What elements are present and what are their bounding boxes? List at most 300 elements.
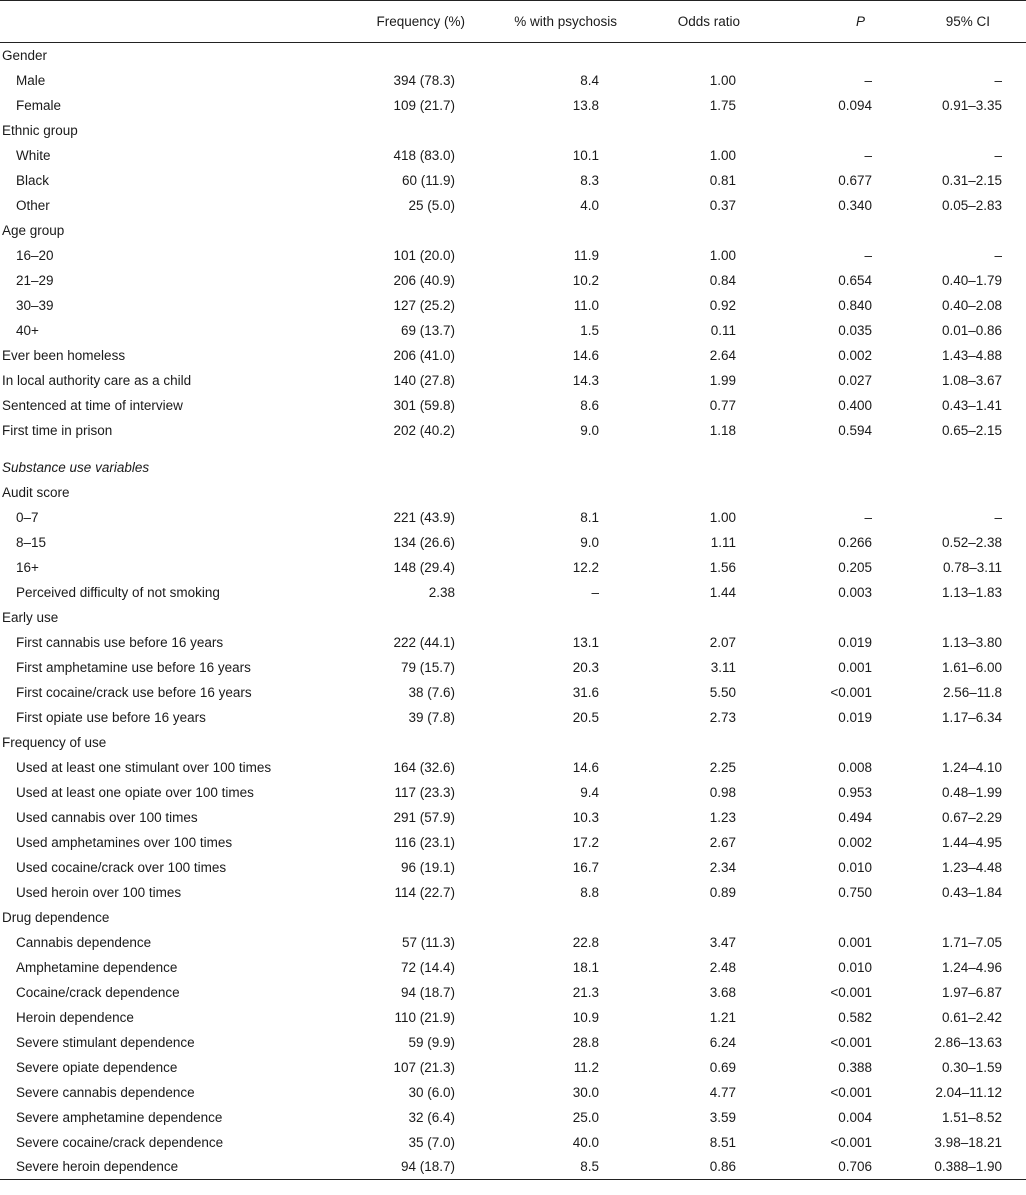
- psychosis-pct-cell: 28.8: [572, 1034, 599, 1050]
- empty-cell: [491, 730, 647, 755]
- odds-ratio-cell: 2.07: [709, 634, 736, 650]
- table-row: [0, 505, 1026, 530]
- table-row: [0, 168, 1026, 193]
- table-row: [0, 1155, 1026, 1180]
- empty-cell: [365, 605, 491, 630]
- category-label: Early use: [2, 609, 59, 625]
- row-label: Used at least one stimulant over 100 times: [16, 759, 272, 775]
- odds-ratio-cell: 0.37: [709, 197, 736, 213]
- p-value-cell: 0.840: [838, 297, 872, 313]
- table-row: [0, 68, 1026, 93]
- frequency-cell: 206 (41.0): [393, 347, 455, 363]
- table-row: [0, 343, 1026, 368]
- row-label: Severe stimulant dependence: [16, 1034, 195, 1050]
- ci-cell: 1.08–3.67: [941, 372, 1002, 388]
- p-value-cell: 0.019: [838, 634, 872, 650]
- empty-cell: [491, 480, 647, 505]
- row-label: 8–15: [16, 534, 47, 550]
- odds-ratio-cell: 1.18: [709, 422, 736, 438]
- empty-cell: [491, 455, 647, 480]
- table-row: [0, 293, 1026, 318]
- ci-cell: 2.86–13.63: [934, 1034, 1002, 1050]
- psychosis-pct-cell: 9.0: [580, 422, 599, 438]
- odds-ratio-cell: 0.77: [709, 397, 736, 413]
- category-row: [0, 218, 1026, 243]
- empty-cell: [774, 605, 896, 630]
- header-ci: 95% CI: [896, 1, 1026, 43]
- spacer-row: [0, 443, 1026, 455]
- p-value-cell: 0.400: [838, 397, 872, 413]
- odds-ratio-cell: 2.67: [709, 834, 736, 850]
- ci-cell: –: [994, 72, 1002, 88]
- table-row: [0, 393, 1026, 418]
- empty-cell: [647, 455, 774, 480]
- empty-cell: [896, 905, 1026, 930]
- ci-cell: 0.43–1.41: [941, 397, 1002, 413]
- row-label: White: [16, 147, 51, 163]
- table-row: [0, 930, 1026, 955]
- category-label: Frequency of use: [2, 734, 107, 750]
- ci-cell: 1.71–7.05: [941, 934, 1002, 950]
- category-row: [0, 455, 1026, 480]
- ci-cell: 3.98–18.21: [934, 1134, 1002, 1150]
- odds-ratio-cell: 0.11: [710, 322, 736, 338]
- psychosis-pct-cell: 11.2: [573, 1059, 599, 1075]
- psychosis-pct-cell: 10.3: [572, 809, 599, 825]
- ci-cell: 0.67–2.29: [941, 809, 1002, 825]
- empty-cell: [647, 118, 774, 143]
- p-value-cell: 0.004: [838, 1109, 872, 1125]
- empty-cell: [774, 43, 896, 68]
- row-label: Severe amphetamine dependence: [16, 1109, 223, 1125]
- frequency-cell: 30 (6.0): [408, 1084, 455, 1100]
- psychosis-pct-cell: 8.3: [580, 172, 599, 188]
- psychosis-pct-cell: 9.0: [580, 534, 599, 550]
- row-label: First opiate use before 16 years: [16, 709, 206, 725]
- empty-cell: [896, 218, 1026, 243]
- p-value-cell: <0.001: [830, 984, 872, 1000]
- frequency-cell: 2.38: [428, 584, 455, 600]
- ci-cell: 1.44–4.95: [941, 834, 1002, 850]
- p-value-cell: 0.654: [838, 272, 872, 288]
- empty-cell: [896, 455, 1026, 480]
- frequency-cell: 291 (57.9): [393, 809, 455, 825]
- category-label: Drug dependence: [2, 909, 110, 925]
- empty-cell: [647, 730, 774, 755]
- frequency-cell: 221 (43.9): [393, 509, 455, 525]
- category-row: [0, 905, 1026, 930]
- psychosis-pct-cell: 16.7: [572, 859, 599, 875]
- psychosis-pct-cell: 31.6: [572, 684, 599, 700]
- category-label: Gender: [2, 47, 48, 63]
- p-value-cell: 0.001: [838, 659, 872, 675]
- frequency-cell: 25 (5.0): [408, 197, 455, 213]
- row-label: Used cocaine/crack over 100 times: [16, 859, 227, 875]
- psychosis-pct-cell: 25.0: [572, 1109, 599, 1125]
- frequency-cell: 59 (9.9): [408, 1034, 455, 1050]
- table-row: [0, 955, 1026, 980]
- odds-ratio-cell: 1.00: [709, 147, 736, 163]
- p-value-cell: –: [864, 72, 872, 88]
- odds-ratio-cell: 0.69: [709, 1059, 736, 1075]
- row-label: Cannabis dependence: [16, 934, 152, 950]
- frequency-cell: 127 (25.2): [393, 297, 455, 313]
- odds-ratio-cell: 2.25: [709, 759, 736, 775]
- table-row: [0, 580, 1026, 605]
- empty-cell: [491, 218, 647, 243]
- odds-ratio-cell: 1.99: [709, 372, 736, 388]
- p-value-cell: –: [864, 509, 872, 525]
- psychosis-pct-cell: 10.2: [572, 272, 599, 288]
- table-row: [0, 268, 1026, 293]
- table-row: [0, 530, 1026, 555]
- table-row: [0, 1030, 1026, 1055]
- row-label: First cocaine/crack use before 16 years: [16, 684, 252, 700]
- table-row: [0, 318, 1026, 343]
- ci-cell: 0.05–2.83: [941, 197, 1002, 213]
- odds-ratio-cell: 5.50: [709, 684, 736, 700]
- psychosis-pct-cell: 20.5: [572, 709, 599, 725]
- ci-cell: 0.52–2.38: [941, 534, 1002, 550]
- odds-ratio-cell: 3.11: [710, 659, 736, 675]
- row-label: Used at least one opiate over 100 times: [16, 784, 254, 800]
- p-value-cell: 0.494: [838, 809, 872, 825]
- psychosis-pct-cell: 10.9: [572, 1009, 599, 1025]
- row-label: Ever been homeless: [2, 347, 126, 363]
- header-p-value: P: [774, 1, 896, 43]
- frequency-cell: 148 (29.4): [393, 559, 455, 575]
- row-label: 40+: [16, 322, 39, 338]
- odds-ratio-cell: 0.89: [709, 884, 736, 900]
- p-value-cell: 0.010: [838, 859, 872, 875]
- frequency-cell: 140 (27.8): [393, 372, 455, 388]
- p-value-cell: 0.003: [838, 584, 872, 600]
- empty-cell: [365, 455, 491, 480]
- header-variable: [0, 1, 365, 43]
- row-label: Male: [16, 72, 46, 88]
- odds-ratio-cell: 1.75: [709, 97, 736, 113]
- table-row: [0, 1080, 1026, 1105]
- frequency-cell: 94 (18.7): [365, 1155, 491, 1180]
- p-value-cell: 0.010: [838, 959, 872, 975]
- odds-ratio-cell: 1.21: [709, 1009, 736, 1025]
- psychosis-pct-cell: 30.0: [572, 1084, 599, 1100]
- row-label: Severe heroin dependence: [0, 1155, 365, 1180]
- empty-cell: [491, 43, 647, 68]
- ci-cell: 0.91–3.35: [941, 97, 1002, 113]
- p-value-cell: 0.677: [838, 172, 872, 188]
- ci-cell: 1.13–3.80: [941, 634, 1002, 650]
- empty-cell: [896, 605, 1026, 630]
- table-row: [0, 1055, 1026, 1080]
- empty-cell: [774, 455, 896, 480]
- table-row: [0, 805, 1026, 830]
- ci-cell: 0.388–1.90: [896, 1155, 1026, 1180]
- ci-cell: 1.24–4.10: [941, 759, 1002, 775]
- p-value-cell: 0.388: [838, 1059, 872, 1075]
- p-value-cell: <0.001: [830, 684, 872, 700]
- ci-cell: 0.48–1.99: [941, 784, 1002, 800]
- frequency-cell: 79 (15.7): [400, 659, 455, 675]
- header-row: [0, 1, 1026, 43]
- row-label: Other: [16, 197, 50, 213]
- ci-cell: 0.43–1.84: [941, 884, 1002, 900]
- table-row: [0, 780, 1026, 805]
- ci-cell: 0.40–2.08: [941, 297, 1002, 313]
- ci-cell: 0.78–3.11: [942, 559, 1002, 575]
- empty-cell: [896, 43, 1026, 68]
- odds-ratio-cell: 1.00: [709, 509, 736, 525]
- table-row: [0, 755, 1026, 780]
- row-label: Severe cocaine/crack dependence: [16, 1134, 224, 1150]
- ci-cell: 1.13–1.83: [941, 584, 1002, 600]
- frequency-cell: 39 (7.8): [408, 709, 455, 725]
- frequency-cell: 69 (13.7): [400, 322, 455, 338]
- psychosis-pct-cell: 9.4: [580, 784, 599, 800]
- psychosis-pct-cell: 13.8: [572, 97, 599, 113]
- ci-cell: –: [994, 147, 1002, 163]
- table-row: [0, 1105, 1026, 1130]
- header-pct-psychosis: % with psychosis: [491, 1, 647, 43]
- table-row: [0, 705, 1026, 730]
- table-body: [0, 43, 1026, 1180]
- ci-cell: –: [994, 247, 1002, 263]
- row-label: First cannabis use before 16 years: [16, 634, 224, 650]
- psychosis-pct-cell: 10.1: [572, 147, 599, 163]
- table-row: [0, 93, 1026, 118]
- ci-cell: 0.30–1.59: [941, 1059, 1002, 1075]
- ci-cell: –: [994, 509, 1002, 525]
- p-value-cell: 0.019: [838, 709, 872, 725]
- p-value-cell: 0.706: [774, 1155, 896, 1180]
- frequency-cell: 202 (40.2): [393, 422, 455, 438]
- row-label: In local authority care as a child: [2, 372, 192, 388]
- frequency-cell: 101 (20.0): [393, 247, 455, 263]
- psychosis-pct-cell: 8.6: [580, 397, 599, 413]
- odds-ratio-cell: 0.81: [709, 172, 736, 188]
- ci-cell: 1.23–4.48: [941, 859, 1002, 875]
- ci-cell: 1.61–6.00: [941, 659, 1002, 675]
- row-label: Cocaine/crack dependence: [16, 984, 180, 1000]
- p-value-cell: 0.002: [838, 347, 872, 363]
- odds-ratio-cell: 0.86: [647, 1155, 774, 1180]
- row-label: Used cannabis over 100 times: [16, 809, 198, 825]
- empty-cell: [774, 905, 896, 930]
- row-label: Female: [16, 97, 62, 113]
- category-row: [0, 730, 1026, 755]
- odds-ratio-cell: 2.73: [709, 709, 736, 725]
- empty-cell: [365, 905, 491, 930]
- empty-cell: [774, 218, 896, 243]
- row-label: 30–39: [16, 297, 54, 313]
- row-label: First amphetamine use before 16 years: [16, 659, 251, 675]
- odds-ratio-cell: 8.51: [709, 1134, 736, 1150]
- empty-cell: [365, 480, 491, 505]
- empty-cell: [491, 118, 647, 143]
- odds-ratio-cell: 2.64: [709, 347, 736, 363]
- frequency-cell: 35 (7.0): [408, 1134, 455, 1150]
- psychosis-pct-cell: 1.5: [580, 322, 599, 338]
- frequency-cell: 394 (78.3): [393, 72, 455, 88]
- empty-cell: [774, 118, 896, 143]
- empty-cell: [647, 905, 774, 930]
- header-frequency: Frequency (%): [365, 1, 491, 43]
- frequency-cell: 117 (23.3): [394, 784, 455, 800]
- ci-cell: 0.65–2.15: [941, 422, 1002, 438]
- empty-cell: [365, 730, 491, 755]
- table-row: [0, 418, 1026, 443]
- frequency-cell: 418 (83.0): [393, 147, 455, 163]
- psychosis-pct-cell: 40.0: [572, 1134, 599, 1150]
- table-row: [0, 980, 1026, 1005]
- frequency-cell: 57 (11.3): [401, 934, 455, 950]
- row-label: Black: [16, 172, 50, 188]
- psychosis-pct-cell: 12.2: [572, 559, 599, 575]
- spacer-cell: [0, 443, 1026, 455]
- p-value-cell: 0.035: [838, 322, 872, 338]
- p-value-cell: 0.002: [838, 834, 872, 850]
- ci-cell: 0.01–0.86: [941, 322, 1002, 338]
- odds-ratio-cell: 2.34: [709, 859, 736, 875]
- odds-ratio-cell: 2.48: [709, 959, 736, 975]
- odds-ratio-cell: 1.44: [709, 584, 736, 600]
- row-label: Perceived difficulty of not smoking: [16, 584, 220, 600]
- ci-cell: 0.40–1.79: [941, 272, 1002, 288]
- table-row: [0, 630, 1026, 655]
- ci-cell: 1.43–4.88: [941, 347, 1002, 363]
- empty-cell: [365, 218, 491, 243]
- empty-cell: [647, 218, 774, 243]
- odds-ratio-cell: 3.59: [709, 1109, 736, 1125]
- table-row: [0, 880, 1026, 905]
- p-value-cell: 0.340: [838, 197, 872, 213]
- table-row: [0, 1130, 1026, 1155]
- frequency-cell: 164 (32.6): [393, 759, 455, 775]
- empty-cell: [896, 480, 1026, 505]
- table-row: [0, 143, 1026, 168]
- table-row: [0, 193, 1026, 218]
- p-value-cell: 0.582: [838, 1009, 872, 1025]
- psychosis-pct-cell: 20.3: [572, 659, 599, 675]
- frequency-cell: 32 (6.4): [408, 1109, 455, 1125]
- category-row: [0, 480, 1026, 505]
- psychosis-pct-cell: 11.0: [573, 297, 599, 313]
- odds-ratio-cell: 1.56: [709, 559, 736, 575]
- empty-cell: [647, 43, 774, 68]
- odds-ratio-cell: 1.23: [709, 809, 736, 825]
- ci-cell: 1.24–4.96: [941, 959, 1002, 975]
- ci-cell: 2.56–11.8: [942, 684, 1002, 700]
- odds-ratio-cell: 1.11: [710, 534, 736, 550]
- frequency-cell: 94 (18.7): [400, 984, 455, 1000]
- psychosis-pct-cell: 14.6: [572, 759, 599, 775]
- frequency-cell: 301 (59.8): [393, 397, 455, 413]
- odds-ratio-cell: 0.84: [709, 272, 736, 288]
- p-value-cell: 0.953: [838, 784, 872, 800]
- frequency-cell: 60 (11.9): [401, 172, 455, 188]
- category-label: Age group: [2, 222, 65, 238]
- row-label: 16–20: [16, 247, 54, 263]
- empty-cell: [365, 43, 491, 68]
- empty-cell: [491, 905, 647, 930]
- frequency-cell: 206 (40.9): [393, 272, 455, 288]
- frequency-cell: 110 (21.9): [394, 1009, 455, 1025]
- frequency-cell: 107 (21.3): [393, 1059, 455, 1075]
- category-row: [0, 118, 1026, 143]
- odds-ratio-cell: 0.92: [709, 297, 736, 313]
- p-value-cell: 0.266: [838, 534, 872, 550]
- psychosis-pct-cell: 14.3: [572, 372, 599, 388]
- p-value-cell: <0.001: [830, 1084, 872, 1100]
- p-value-cell: 0.027: [838, 372, 872, 388]
- psychosis-pct-cell: 8.8: [580, 884, 599, 900]
- odds-ratio-cell: 3.47: [709, 934, 736, 950]
- p-value-cell: 0.008: [838, 759, 872, 775]
- header-odds-ratio: Odds ratio: [647, 1, 774, 43]
- category-row: [0, 605, 1026, 630]
- ci-cell: 1.17–6.34: [941, 709, 1002, 725]
- category-label: Ethnic group: [2, 122, 78, 138]
- table-row: [0, 855, 1026, 880]
- p-value-cell: –: [864, 147, 872, 163]
- empty-cell: [896, 118, 1026, 143]
- ci-cell: 2.04–11.12: [935, 1084, 1002, 1100]
- row-label: Used heroin over 100 times: [16, 884, 182, 900]
- p-value-cell: 0.750: [838, 884, 872, 900]
- psychosis-pct-cell: 4.0: [580, 197, 599, 213]
- row-label: Heroin dependence: [16, 1009, 134, 1025]
- frequency-cell: 96 (19.1): [400, 859, 455, 875]
- row-label: 16+: [16, 559, 39, 575]
- ci-cell: 0.61–2.42: [941, 1009, 1002, 1025]
- psychosis-pct-cell: –: [591, 584, 599, 600]
- frequency-cell: 109 (21.7): [393, 97, 455, 113]
- category-label: Substance use variables: [2, 459, 150, 475]
- psychosis-pct-cell: 18.1: [572, 959, 599, 975]
- psychosis-pct-cell: 8.4: [580, 72, 599, 88]
- table-row: [0, 830, 1026, 855]
- row-label: Amphetamine dependence: [16, 959, 178, 975]
- p-value-cell: <0.001: [830, 1034, 872, 1050]
- odds-ratio-cell: 1.00: [709, 72, 736, 88]
- psychosis-pct-cell: 14.6: [572, 347, 599, 363]
- psychosis-pct-cell: 8.1: [580, 509, 599, 525]
- empty-cell: [491, 605, 647, 630]
- odds-ratio-cell: 0.98: [709, 784, 736, 800]
- row-label: First time in prison: [2, 422, 113, 438]
- odds-ratio-cell: 3.68: [709, 984, 736, 1000]
- table-row: [0, 555, 1026, 580]
- ci-cell: 1.51–8.52: [941, 1109, 1002, 1125]
- p-value-cell: 0.094: [838, 97, 872, 113]
- psychosis-pct-cell: 8.5: [491, 1155, 647, 1180]
- frequency-cell: 116 (23.1): [394, 834, 455, 850]
- p-value-cell: –: [864, 247, 872, 263]
- table-row: [0, 1005, 1026, 1030]
- psychosis-pct-cell: 17.2: [572, 834, 599, 850]
- odds-ratio-cell: 6.24: [709, 1034, 736, 1050]
- table-row: [0, 368, 1026, 393]
- table-row: [0, 243, 1026, 268]
- row-label: Severe opiate dependence: [16, 1059, 178, 1075]
- p-value-cell: <0.001: [830, 1134, 872, 1150]
- empty-cell: [896, 730, 1026, 755]
- row-label: Severe cannabis dependence: [16, 1084, 195, 1100]
- frequency-cell: 72 (14.4): [400, 959, 455, 975]
- row-label: 21–29: [16, 272, 54, 288]
- odds-ratio-cell: 1.00: [709, 247, 736, 263]
- row-label: Sentenced at time of interview: [2, 397, 183, 413]
